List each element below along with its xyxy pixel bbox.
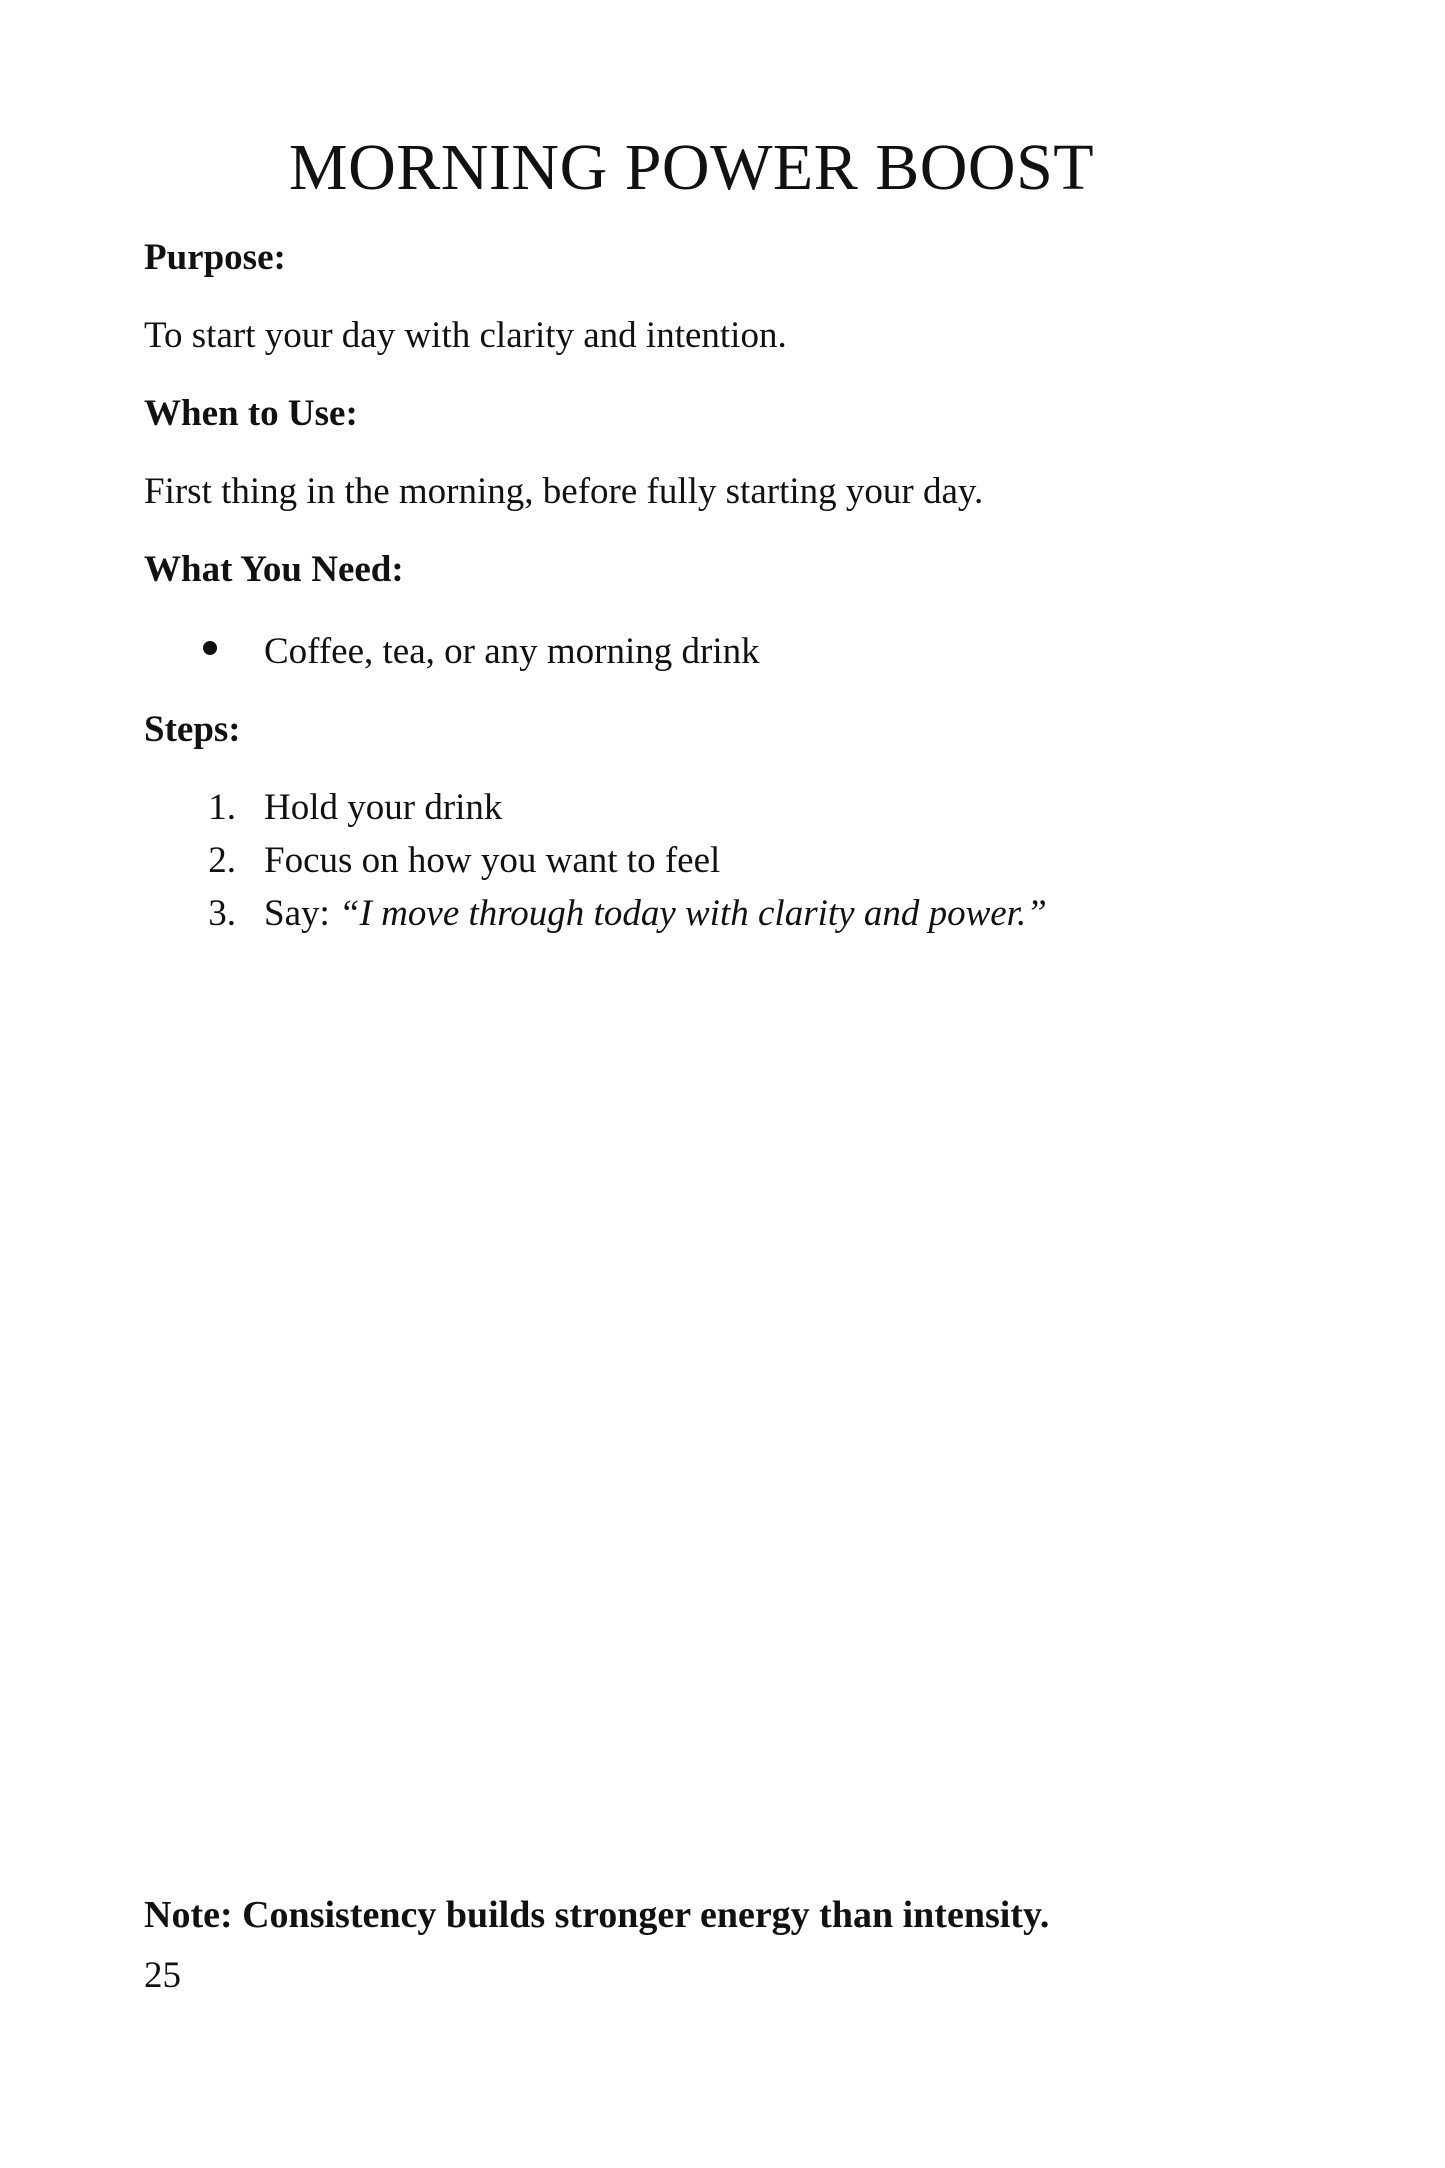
step-text: Focus on how you want to feel bbox=[264, 840, 721, 881]
step-number: 3. bbox=[208, 893, 236, 934]
what-you-need-label: What You Need: bbox=[144, 549, 404, 590]
step-item bbox=[0, 839, 1200, 883]
step-number: 1. bbox=[208, 787, 236, 828]
step-text: Hold your drink bbox=[264, 787, 503, 828]
step-number: 2. bbox=[208, 840, 236, 881]
page-title: MORNING POWER BOOST bbox=[288, 131, 1095, 204]
step-prefix: Say: bbox=[264, 893, 340, 934]
affirmation-quote: “I move through today with clarity and power.” bbox=[339, 893, 1047, 934]
step-item bbox=[0, 892, 1200, 936]
list-item bbox=[0, 630, 1200, 674]
step-text bbox=[264, 892, 1047, 936]
page-number: 25 bbox=[144, 1955, 181, 1996]
bullet-icon bbox=[203, 641, 217, 655]
steps-label: Steps: bbox=[144, 709, 241, 750]
when-to-use-text: First thing in the morning, before fully starting your day. bbox=[144, 471, 984, 512]
purpose-label: Purpose: bbox=[144, 237, 286, 278]
when-to-use-label: When to Use: bbox=[144, 393, 358, 434]
purpose-text: To start your day with clarity and intention. bbox=[144, 315, 787, 356]
step-item bbox=[0, 786, 1200, 830]
note-text: Note: Consistency builds stronger energy than intensity. bbox=[144, 1894, 1050, 1936]
list-item-text: Coffee, tea, or any morning drink bbox=[264, 631, 760, 672]
